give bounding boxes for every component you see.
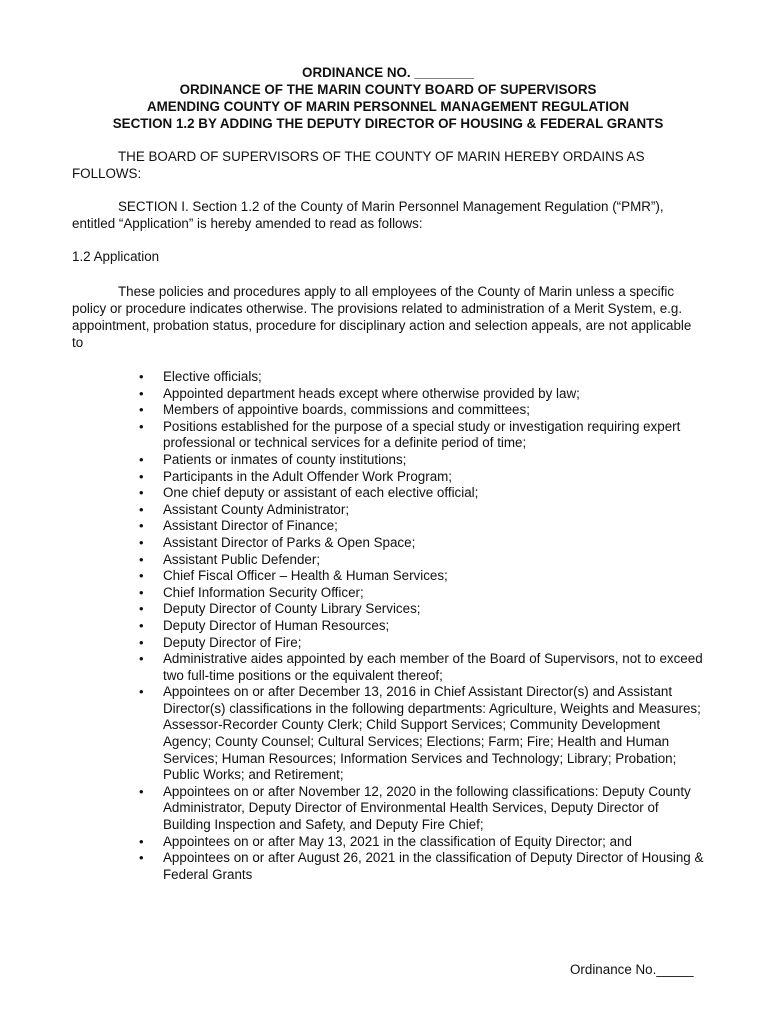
bullet-icon: • bbox=[139, 369, 144, 384]
ordinance-title: ORDINANCE OF THE MARIN COUNTY BOARD OF SUPERVISORS bbox=[179, 82, 597, 97]
list-item-text: Patients or inmates of county institutions; bbox=[163, 451, 407, 467]
list-item bbox=[72, 419, 704, 452]
list-item-text: Appointees on or after November 12, 2020 in the following classifications: Deputy County Administrator, Deputy Director of Environmental Health Services, Deputy Director of Building Inspection and Safety, and Deputy Fire Chief; bbox=[163, 783, 691, 833]
bullet-icon: • bbox=[139, 551, 144, 567]
list-item bbox=[72, 684, 704, 784]
list-item bbox=[72, 518, 704, 535]
list-item bbox=[72, 386, 704, 403]
bullet-icon: • bbox=[139, 451, 144, 467]
bullet-icon: • bbox=[139, 518, 144, 534]
ordinance-number-title: ORDINANCE NO. ________ bbox=[302, 65, 474, 80]
list-item bbox=[72, 485, 704, 502]
bullet-icon: • bbox=[139, 468, 144, 484]
list-item-text: Deputy Director of Human Resources; bbox=[163, 617, 390, 633]
bullet-icon: • bbox=[139, 485, 144, 501]
list-item-text: Assistant Public Defender; bbox=[163, 551, 321, 567]
list-item bbox=[72, 452, 704, 469]
bullet-icon: • bbox=[139, 684, 144, 700]
list-item-text: Assistant County Administrator; bbox=[163, 501, 350, 517]
list-item-text: Assistant Director of Parks & Open Space; bbox=[163, 534, 416, 550]
ordinance-section-title: SECTION 1.2 BY ADDING THE DEPUTY DIRECTOR OF HOUSING & FEDERAL GRANTS bbox=[112, 116, 664, 131]
section-one-paragraph: SECTION I. Section 1.2 of the County of Marin Personnel Management Regulation (“PMR”), entitled “Application” is hereby amended to read as follows: bbox=[72, 199, 664, 231]
list-item bbox=[72, 618, 704, 635]
ordinance-subtitle: AMENDING COUNTY OF MARIN PERSONNEL MANAGEMENT REGULATION bbox=[146, 99, 630, 114]
bullet-icon: • bbox=[139, 850, 144, 866]
bullet-icon: • bbox=[139, 601, 144, 617]
list-item-text: Administrative aides appointed by each member of the Board of Supervisors, not to exceed two full-time positions or the equivalent thereof; bbox=[163, 651, 703, 683]
ordains-paragraph: THE BOARD OF SUPERVISORS OF THE COUNTY OF MARIN HEREBY ORDAINS AS FOLLOWS: bbox=[72, 149, 645, 181]
list-item bbox=[72, 369, 704, 386]
list-item-text: Members of appointive boards, commissions and committees; bbox=[163, 402, 530, 418]
list-item bbox=[72, 601, 704, 618]
bullet-icon: • bbox=[139, 617, 144, 633]
list-item bbox=[72, 402, 704, 419]
list-item bbox=[72, 535, 704, 552]
list-item-text: Deputy Director of County Library Services; bbox=[163, 601, 421, 617]
list-item-text: Chief Fiscal Officer – Health & Human Services; bbox=[163, 568, 448, 584]
bullet-icon: • bbox=[139, 402, 144, 418]
bullet-icon: • bbox=[139, 651, 144, 667]
list-item-text: Appointees on or after December 13, 2016 in Chief Assistant Director(s) and Assistant Director(s) classifications in the following departments: Agriculture, Weights and Measures; Assessor-Recorder County Clerk; Child Support Services; Community Development Agency; County Counsel; Cultural Services; Elections; Farm; Fire; Health and Human Services; Human Resources; Information Services and Technology; Library; Probation; Public Works; and Retirement; bbox=[163, 684, 701, 783]
bullet-icon: • bbox=[139, 568, 144, 584]
list-item-text: Assistant Director of Finance; bbox=[163, 518, 338, 534]
bullet-icon: • bbox=[139, 833, 144, 849]
list-item bbox=[72, 834, 704, 851]
list-item bbox=[72, 651, 704, 684]
list-item-text: Appointees on or after August 26, 2021 in the classification of Deputy Director of Housing & Federal Grants bbox=[163, 850, 704, 882]
list-item-text: Chief Information Security Officer; bbox=[163, 584, 364, 600]
bullet-icon: • bbox=[139, 783, 144, 799]
list-item-text: Participants in the Adult Offender Work Program; bbox=[163, 468, 453, 484]
list-item bbox=[72, 502, 704, 519]
bullet-icon: • bbox=[139, 634, 144, 650]
list-item bbox=[72, 850, 704, 883]
list-item-text: Elective officials; bbox=[163, 369, 262, 384]
list-item-text: One chief deputy or assistant of each elective official; bbox=[163, 485, 479, 501]
list-item-text: Positions established for the purpose of a special study or investigation requiring expert professional or technical services for a definite period of time; bbox=[163, 418, 681, 451]
bullet-icon: • bbox=[139, 501, 144, 517]
bullet-icon: • bbox=[139, 418, 144, 434]
footer-ordinance-number: Ordinance No._____ bbox=[570, 962, 694, 977]
bullet-icon: • bbox=[139, 534, 144, 550]
bullet-icon: • bbox=[139, 584, 144, 600]
list-item bbox=[72, 635, 704, 652]
list-item bbox=[72, 784, 704, 834]
list-item-text: Appointees on or after May 13, 2021 in the classification of Equity Director; and bbox=[163, 833, 632, 849]
application-subheading: 1.2 Application bbox=[72, 249, 160, 264]
list-item bbox=[72, 469, 704, 486]
list-item-text: Deputy Director of Fire; bbox=[163, 634, 302, 650]
list-item bbox=[72, 552, 704, 569]
document-page bbox=[72, 64, 704, 883]
list-item bbox=[72, 568, 704, 585]
list-item-text: Appointed department heads except where otherwise provided by law; bbox=[163, 385, 580, 401]
exempt-positions-list bbox=[72, 369, 704, 883]
list-item bbox=[72, 585, 704, 602]
policy-paragraph: These policies and procedures apply to all employees of the County of Marin unless a specific policy or procedure indicates otherwise. The provisions related to administration of a Merit System, e.g. appointment, probation status, procedure for disciplinary action and selection appeals, are not applicable to bbox=[72, 284, 692, 350]
bullet-icon: • bbox=[139, 385, 144, 401]
